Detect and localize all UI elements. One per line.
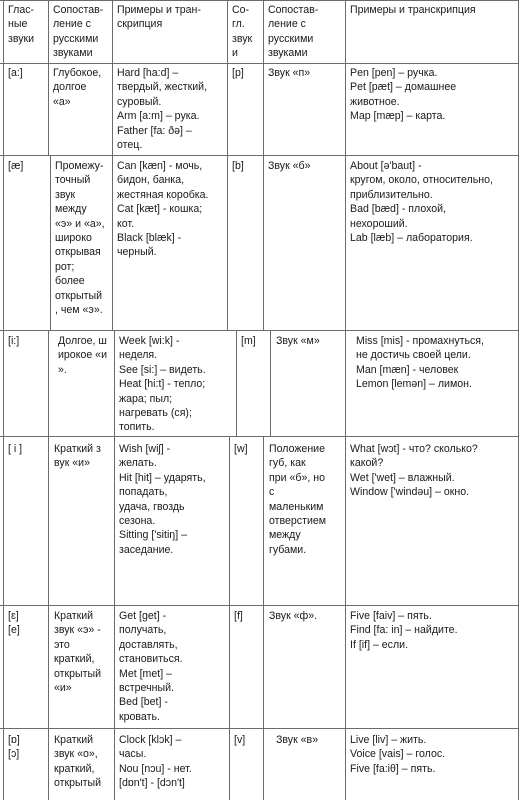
- cell-line: Hard [ha:d] –: [117, 67, 179, 79]
- header-line: русскими: [268, 32, 314, 45]
- row2-consonant-examples: [350, 159, 493, 245]
- cell-line: Краткий: [54, 734, 94, 746]
- cell-line: [f]: [234, 610, 243, 622]
- cell-line: Met [met] –: [119, 667, 172, 680]
- header-vowel-comparison: [53, 3, 103, 61]
- header-line: ные: [8, 18, 28, 31]
- cell-line: Долгое, ш: [58, 335, 107, 347]
- row3-comparison: [58, 334, 107, 377]
- cell-line: Voice [vais] – голос.: [350, 748, 446, 761]
- header-line: Примеры и тран-: [117, 4, 201, 16]
- row5-consonant-examples: [350, 609, 458, 652]
- col-line-d-mid: [236, 330, 237, 436]
- cell-line: нагревать (ся);: [119, 407, 192, 420]
- col-line-b-top: [48, 0, 49, 155]
- cell-line: при «б», но: [269, 471, 325, 484]
- cell-line: Краткий: [54, 610, 94, 622]
- cell-line: рот;: [55, 260, 75, 273]
- cell-line: [æ]: [8, 160, 24, 172]
- row1-consonant-comparison: [268, 66, 310, 80]
- cell-line: становиться.: [119, 653, 183, 666]
- row-divider-3: [0, 436, 519, 437]
- header-line: русскими: [53, 32, 99, 45]
- cell-line: Промежу-: [55, 160, 104, 172]
- cell-line: удача, гвоздь: [119, 500, 185, 513]
- cell-line: [ɒ]: [8, 734, 20, 746]
- header-line: Глас-: [8, 4, 35, 16]
- cell-line: жара; пыл;: [119, 392, 173, 405]
- row1-vowel: [8, 66, 23, 80]
- cell-line: [v]: [234, 734, 246, 746]
- cell-line: нехороший.: [350, 217, 408, 230]
- cell-line: Man [mæn] - человек: [356, 363, 459, 376]
- cell-line: Bed [bet] -: [119, 696, 168, 709]
- cell-line: вук «и»: [54, 457, 90, 470]
- cell-line: отверстием: [269, 515, 327, 528]
- cell-line: кровать.: [119, 710, 160, 723]
- row3-consonant-comparison: [276, 334, 320, 348]
- cell-line: [m]: [241, 335, 256, 347]
- cell-line: Звук «м»: [276, 335, 320, 347]
- cell-line: Глубокое,: [53, 67, 102, 79]
- cell-line: краткий,: [54, 653, 95, 666]
- cell-line: звук «э» -: [54, 624, 101, 637]
- cell-line: животное.: [350, 95, 400, 108]
- cell-line: [i:]: [8, 335, 20, 347]
- header-vowel-examples: [117, 3, 201, 32]
- cell-line: не достичь своей цели.: [356, 349, 471, 362]
- cell-line: [dɒn't] - [dɔn't]: [119, 777, 185, 790]
- cell-line: желать.: [119, 457, 157, 470]
- cell-line: заседание.: [119, 543, 174, 556]
- cell-line: открывая: [55, 246, 101, 259]
- row4-vowel: [8, 442, 22, 456]
- header-consonants: [232, 3, 252, 61]
- row4-consonant-examples: [350, 442, 478, 500]
- cell-line: доставлять,: [119, 638, 178, 651]
- cell-line: неделя.: [119, 349, 158, 362]
- row3-consonant-examples: [356, 334, 484, 392]
- cell-line: Find [fa: in] – найдите.: [350, 624, 458, 637]
- col-line-f: [345, 0, 346, 800]
- cell-line: [w]: [234, 443, 248, 455]
- cell-line: Pet [pæt] – домашнее: [350, 81, 457, 94]
- cell-line: долгое: [53, 81, 87, 94]
- row2-vowel: [8, 159, 23, 173]
- row5-consonant: [234, 609, 243, 623]
- row4-comparison: [54, 442, 101, 471]
- header-consonant-examples: [350, 3, 476, 17]
- cell-line: бидон, банка,: [117, 174, 185, 187]
- cell-line: топить.: [119, 421, 155, 434]
- row1-consonant-examples: [350, 66, 456, 124]
- cell-line: ирокое «и: [58, 349, 107, 362]
- col-line-b-mid: [50, 155, 51, 330]
- col-line-e-mid: [270, 330, 271, 436]
- cell-line: Black [blæk] -: [117, 232, 182, 245]
- header-line: Сопостав-: [268, 4, 319, 16]
- cell-line: открытый: [54, 667, 102, 680]
- row2-consonant-comparison: [268, 159, 311, 173]
- cell-line: Pen [pen] – ручка.: [350, 67, 438, 79]
- row6-comparison: [54, 733, 101, 791]
- col-line-d-low: [229, 436, 230, 800]
- row4-consonant: [234, 442, 248, 456]
- cell-line: What [wɔt] - что? сколько?: [350, 443, 478, 455]
- cell-line: суровый.: [117, 95, 162, 108]
- header-divider: [0, 63, 519, 64]
- cell-line: точный: [55, 174, 91, 187]
- row5-consonant-comparison: [269, 609, 317, 623]
- header-line: скрипция: [117, 18, 163, 31]
- header-line: гл.: [232, 18, 245, 31]
- cell-line: Nou [nɔu] - нет.: [119, 762, 192, 775]
- row-divider-1: [0, 155, 519, 156]
- cell-line: , чем «э».: [55, 304, 103, 317]
- row5-comparison: [54, 609, 101, 695]
- cell-line: Звук «б»: [268, 160, 311, 172]
- cell-line: более: [55, 275, 85, 288]
- header-line: звуками: [53, 47, 93, 60]
- row6-vowel: [8, 733, 20, 762]
- cell-line: [a:]: [8, 67, 23, 79]
- row4-examples: [119, 442, 206, 557]
- col-line-c-low: [114, 330, 115, 800]
- row5-examples: [119, 609, 183, 724]
- table-border-top: [0, 0, 519, 1]
- cell-line: с: [269, 486, 275, 499]
- cell-line: приблизительно.: [350, 188, 433, 201]
- cell-line: губами.: [269, 543, 307, 556]
- cell-line: [ɔ]: [8, 748, 20, 761]
- cell-line: жестяная коробка.: [117, 188, 209, 201]
- cell-line: Live [liv] – жить.: [350, 734, 427, 746]
- cell-line: See [si:] – видеть.: [119, 363, 206, 376]
- cell-line: часы.: [119, 748, 147, 761]
- cell-line: звук «о»,: [54, 748, 98, 761]
- header-line: ление с: [268, 18, 306, 31]
- row2-consonant: [232, 159, 244, 173]
- row2-examples: [117, 159, 209, 260]
- row-divider-4: [0, 605, 519, 606]
- row2-comparison: [55, 159, 105, 317]
- header-consonant-comparison: [268, 3, 318, 61]
- cell-line: широко: [55, 232, 92, 245]
- cell-line: твердый, жесткий,: [117, 81, 208, 94]
- row5-vowel: [8, 609, 20, 638]
- row3-vowel: [8, 334, 19, 348]
- cell-line: [b]: [232, 160, 244, 172]
- header-vowels: [8, 3, 34, 46]
- cell-line: [e]: [8, 624, 20, 637]
- cell-line: [p]: [232, 67, 244, 79]
- header-line: и: [232, 47, 238, 60]
- cell-line: между: [269, 529, 301, 542]
- cell-line: Five [faiv] – пять.: [350, 610, 432, 622]
- row1-consonant: [232, 66, 244, 80]
- col-line-b-low: [48, 330, 49, 800]
- cell-line: кругом, около, относительно,: [350, 174, 493, 187]
- cell-line: ».: [58, 363, 67, 376]
- cell-line: «и»: [54, 682, 72, 695]
- row6-examples: [119, 733, 192, 791]
- row6-consonant: [234, 733, 245, 747]
- cell-line: [ɛ]: [8, 610, 19, 622]
- header-line: звук: [232, 32, 253, 45]
- col-line-e-top: [263, 0, 264, 330]
- header-line: Со-: [232, 4, 250, 16]
- cell-line: Lemon [lemən] – лимон.: [356, 378, 472, 391]
- cell-line: Get [get] -: [119, 610, 167, 622]
- cell-line: Sitting ['sitiŋ] –: [119, 529, 187, 542]
- cell-line: Звук «п»: [268, 67, 311, 79]
- cell-line: Map [mæp] – карта.: [350, 110, 446, 123]
- cell-line: Wet ['wet] – влажный.: [350, 471, 455, 484]
- col-line-e-low: [263, 436, 264, 800]
- cell-line: губ, как: [269, 457, 306, 470]
- cell-line: отец.: [117, 139, 143, 152]
- row4-consonant-comparison: [269, 442, 326, 557]
- header-line: звуки: [8, 32, 35, 45]
- col-line-a: [3, 0, 4, 800]
- header-line: ление с: [53, 18, 91, 31]
- cell-line: Положение: [269, 443, 325, 455]
- cell-line: Window ['windəu] – окно.: [350, 486, 470, 499]
- cell-line: [ i ]: [8, 443, 23, 455]
- cell-line: открытый: [55, 289, 103, 302]
- cell-line: встречный.: [119, 682, 174, 695]
- cell-line: Week [wi:k] -: [119, 335, 180, 347]
- cell-line: сезона.: [119, 515, 156, 528]
- header-line: Примеры и транскрипция: [350, 4, 476, 16]
- row3-consonant: [241, 334, 256, 348]
- cell-line: черный.: [117, 246, 157, 259]
- row-divider-2: [0, 330, 519, 331]
- col-line-c-top: [112, 0, 113, 330]
- cell-line: Can [kæn] - мочь,: [117, 160, 203, 172]
- cell-line: Lab [læb] – лаборатория.: [350, 232, 473, 245]
- cell-line: Звук «ф».: [269, 610, 318, 622]
- cell-line: «э» и «а»,: [55, 217, 105, 230]
- cell-line: About [ə'baut] -: [350, 160, 422, 172]
- cell-line: краткий,: [54, 762, 95, 775]
- cell-line: «а»: [53, 95, 71, 108]
- row-divider-5: [0, 728, 519, 729]
- cell-line: между: [55, 203, 87, 216]
- cell-line: звук: [55, 188, 76, 201]
- cell-line: If [if] – если.: [350, 638, 409, 651]
- col-line-d-top: [227, 0, 228, 330]
- cell-line: это: [54, 638, 70, 651]
- cell-line: маленьким: [269, 500, 324, 513]
- cell-line: Краткий з: [54, 443, 101, 455]
- cell-line: какой?: [350, 457, 384, 470]
- cell-line: Father [fa: ðə] –: [117, 124, 192, 137]
- cell-line: Miss [mis] - промахнуться,: [356, 335, 484, 347]
- cell-line: Clock [klɔk] –: [119, 734, 182, 746]
- cell-line: Звук «в»: [276, 734, 319, 746]
- header-line: Сопостав-: [53, 4, 104, 16]
- cell-line: кот.: [117, 217, 135, 230]
- cell-line: получать,: [119, 624, 167, 637]
- cell-line: открытый: [54, 777, 102, 790]
- cell-line: Arm [a:m] – рука.: [117, 110, 200, 123]
- row1-comparison: [53, 66, 101, 109]
- cell-line: Bad [bæd] - плохой,: [350, 203, 447, 216]
- cell-line: Hit [hit] – ударять,: [119, 471, 206, 484]
- cell-line: Wish [wiʃ] -: [119, 443, 171, 455]
- cell-line: Five [fa:iθ] – пять.: [350, 762, 436, 775]
- row3-examples: [119, 334, 206, 435]
- row6-consonant-examples: [350, 733, 445, 776]
- cell-line: попадать,: [119, 486, 168, 499]
- cell-line: Cat [kæt] - кошка;: [117, 203, 203, 216]
- cell-line: Heat [hi:t] - тепло;: [119, 378, 206, 391]
- header-line: звуками: [268, 47, 308, 60]
- row6-consonant-comparison: [276, 733, 318, 747]
- row1-examples: [117, 66, 207, 152]
